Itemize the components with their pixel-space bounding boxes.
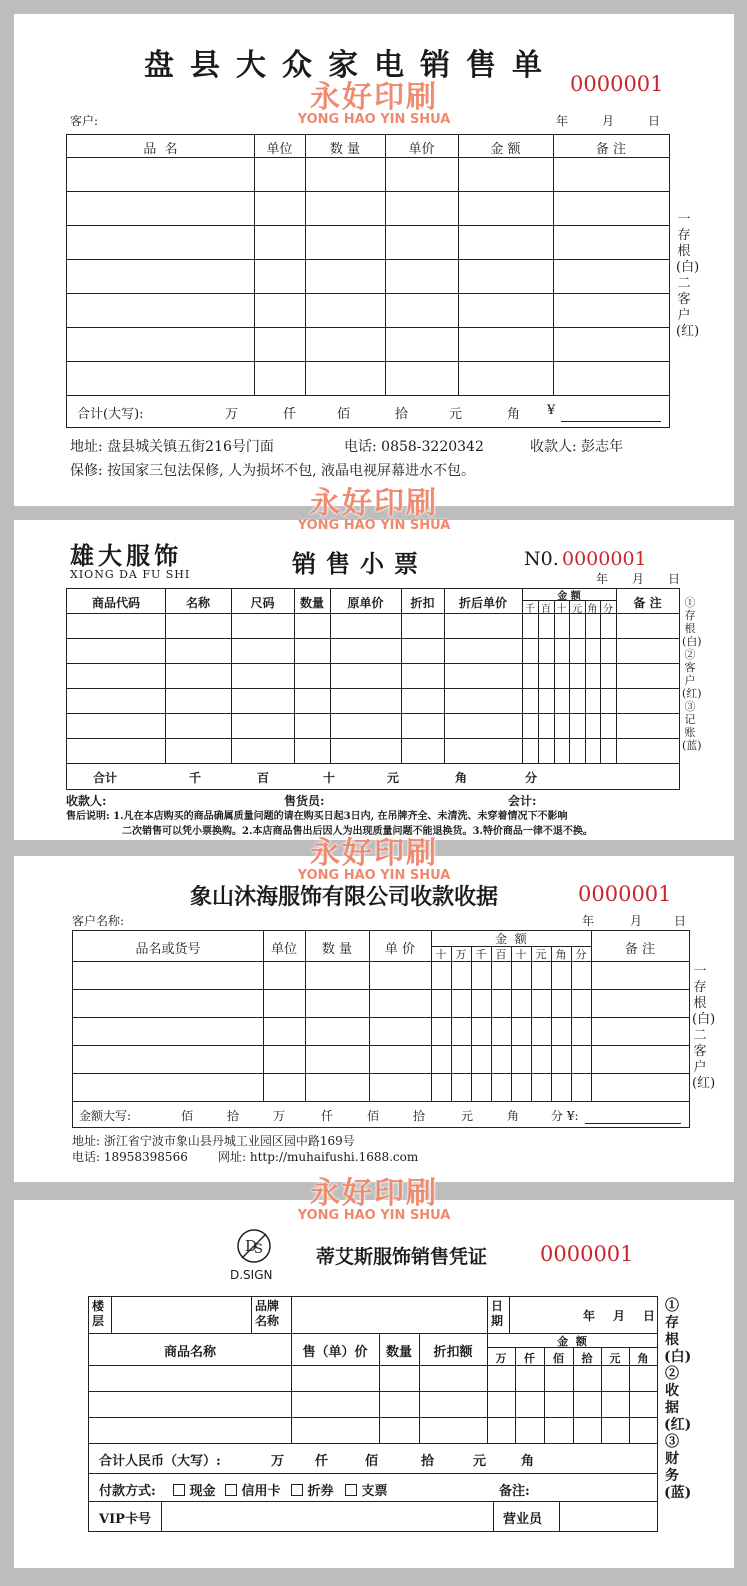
form4-vip-label: VIP卡号 [99, 1512, 151, 1527]
form1-header-qty: 数 量 [329, 142, 361, 157]
form2-sales: 售货员: [284, 794, 325, 808]
form2-date-month: 月 [632, 572, 645, 586]
watermark-cn: 永好印刷 [310, 836, 438, 871]
form1-total-unit: ¥ [547, 403, 556, 418]
form4-title: 蒂艾斯服饰销售凭证 [316, 1246, 488, 1268]
form4-total-unit: 仟 [315, 1454, 329, 1469]
form1-total-unit: 元 [449, 407, 463, 422]
form1-total-label: 合计(大写): [77, 407, 144, 422]
form1-total-unit: 佰 [337, 407, 351, 422]
form1-header-price: 单价 [408, 142, 435, 157]
form2-header-qty: 数量 [299, 596, 324, 610]
form2-accountant: 会计: [508, 794, 537, 808]
form3-phone: 电话: 18958398566 [72, 1150, 188, 1164]
form3-customer-label: 客户名称: [72, 914, 125, 928]
form4-salesperson-label: 营业员 [503, 1512, 543, 1527]
form4-side-note: ①存根(白)②收据(红)③财务(蓝) [664, 1298, 692, 1501]
form4-header-amount: 金 额 [557, 1335, 587, 1348]
form4-total-unit: 万 [271, 1454, 285, 1469]
form4-payment-label: 付款方式: [99, 1484, 156, 1499]
form4-total-unit: 佰 [365, 1454, 379, 1469]
form4-amount-unit: 拾 [581, 1352, 593, 1365]
form2-header-discounted-price: 折后单价 [458, 596, 507, 610]
form2-amount-unit: 千 [525, 604, 535, 615]
payment-option-coupon[interactable] [291, 1480, 334, 1499]
form2-amount-unit: 百 [541, 604, 551, 615]
checkbox-icon[interactable] [173, 1484, 185, 1496]
form4-amount-unit: 角 [637, 1352, 649, 1365]
form4-amount-unit: 万 [495, 1352, 507, 1365]
watermark-cn: 永好印刷 [310, 486, 438, 521]
watermark-en: YONG HAO YIN SHUA [297, 518, 451, 533]
form4-table [88, 1296, 658, 1532]
form1-header-name: 品 名 [143, 142, 178, 157]
payment-option-label: 折券 [307, 1484, 334, 1499]
form3-header-unit: 单位 [270, 942, 297, 957]
form1-header-amount: 金 额 [490, 142, 521, 157]
sales-form-3 [14, 856, 734, 1182]
form4-header-discount: 折扣额 [433, 1345, 473, 1360]
watermark [274, 72, 474, 127]
form4-total-unit: 拾 [421, 1454, 435, 1469]
form4-logo-text: D.SIGN [230, 1268, 273, 1282]
form1-table [66, 134, 670, 428]
form1-header-remark: 备 注 [595, 142, 627, 157]
watermark [274, 1168, 474, 1223]
form3-total-unit: 佰 [367, 1109, 380, 1123]
form1-total-unit: 万 [225, 407, 239, 422]
form2-header-remark: 备 注 [633, 596, 662, 610]
form3-website: 网址: http://muhaifushi.1688.com [218, 1150, 419, 1164]
form2-total-unit: 千 [189, 771, 202, 785]
form3-total-unit: 元 [461, 1109, 474, 1123]
form2-total-unit: 十 [323, 771, 336, 785]
logo-mark [236, 1228, 272, 1264]
form4-total-unit: 元 [473, 1454, 487, 1469]
form3-amount-unit: 分 [575, 948, 587, 961]
form4-brand-label: 品牌名称 [255, 1299, 280, 1328]
form2-amount-unit: 分 [603, 604, 613, 615]
form4-remark-label: 备注: [499, 1484, 530, 1499]
form2-brand-cn: 雄大服饰 [70, 541, 182, 570]
form3-header-qty: 数 量 [321, 942, 353, 957]
watermark-cn: 永好印刷 [310, 80, 438, 115]
form2-amount-unit: 元 [572, 604, 582, 615]
form3-total-unit: 佰 [181, 1109, 194, 1123]
form2-no-label: N0. [524, 548, 559, 570]
svg-text:D: D [245, 1237, 258, 1255]
form1-total-unit: 角 [507, 407, 521, 422]
form3-amount-unit: 角 [555, 948, 567, 961]
form3-total-unit: 拾 [227, 1109, 240, 1123]
dsign-logo-icon [236, 1228, 272, 1264]
form1-date-year: 年 [556, 114, 569, 128]
form2-amount-unit: 十 [556, 604, 567, 615]
form2-total-unit: 角 [455, 771, 468, 785]
form4-date-year: 年 [583, 1309, 596, 1323]
form1-total-unit: 仟 [283, 407, 297, 422]
form1-title: 盘县大众家电销售单 [144, 48, 558, 83]
checkbox-icon[interactable] [225, 1484, 237, 1496]
form2-side-note: ①存根(白)②客户(红)③记账(蓝) [682, 596, 702, 752]
form4-header-price: 售（单）价 [302, 1345, 368, 1360]
form2-total-unit: 分 [525, 771, 538, 785]
form3-total-unit: 万 [273, 1109, 286, 1123]
form4-date-month: 月 [613, 1309, 626, 1323]
form2-serial: 0000001 [562, 548, 647, 570]
form3-total-unit: 仟 [321, 1109, 334, 1123]
checkbox-icon[interactable] [345, 1484, 357, 1496]
payment-option-label: 现金 [189, 1484, 216, 1499]
form3-date-year: 年 [582, 914, 595, 928]
payment-option-credit-card[interactable] [225, 1480, 281, 1499]
form3-title: 象山沐海服饰有限公司收款收据 [190, 884, 499, 910]
form3-header-amount: 金 额 [495, 932, 527, 946]
form1-address: 地址: 盘县城关镇五街216号门面 [70, 439, 274, 455]
form3-date-day: 日 [674, 914, 687, 928]
watermark-en: YONG HAO YIN SHUA [297, 1208, 451, 1223]
form2-header-amount: 金 额 [557, 591, 581, 602]
form2-date-year: 年 [596, 572, 609, 586]
form2-collector: 收款人: [66, 794, 107, 808]
form3-header-item: 品名或货号 [135, 942, 201, 957]
payment-option-label: 支票 [361, 1484, 388, 1499]
form3-date-month: 月 [630, 914, 643, 928]
form4-header-qty: 数量 [385, 1345, 412, 1360]
form2-date-day: 日 [668, 572, 681, 586]
form2-header-discount: 折扣 [410, 596, 435, 610]
form3-table [72, 930, 690, 1128]
form3-amount-unit: 十 [435, 948, 447, 961]
form3-amount-unit: 千 [475, 948, 487, 961]
form4-total-label: 合计人民币（大写）: [99, 1454, 221, 1469]
form2-table [66, 588, 680, 790]
form4-amount-unit: 仟 [524, 1352, 535, 1365]
watermark [274, 828, 474, 883]
form2-note-2: 二次销售可以凭小票换购。2.本店商品售出后因人为出现质量问题不能退换货。3.特价商品一律不退不换。 [122, 826, 593, 837]
form3-side-note: 一存根(白)二客户(红) [692, 964, 716, 1091]
form3-total-unit: 分 ¥: [551, 1109, 579, 1123]
form2-header-code: 商品代码 [91, 596, 140, 610]
form1-phone: 电话: 0858-3220342 [344, 439, 484, 455]
watermark-en: YONG HAO YIN SHUA [297, 112, 451, 127]
form1-date-day: 日 [648, 114, 661, 128]
payment-option-cash[interactable] [173, 1480, 216, 1499]
form3-total-unit: 拾 [413, 1109, 426, 1123]
form1-side-note: 一存根(白)二客户(红) [676, 212, 700, 339]
form3-amount-unit: 十 [515, 948, 527, 961]
payment-option-label: 信用卡 [241, 1484, 281, 1499]
form4-amount-unit: 元 [609, 1352, 621, 1365]
form2-header-name: 名称 [185, 596, 210, 610]
form3-total-label: 金额大写: [79, 1109, 132, 1123]
form2-header-size: 尺码 [250, 596, 275, 610]
watermark-cn: 永好印刷 [310, 1176, 438, 1211]
form3-address: 地址: 浙江省宁波市象山县丹城工业园区园中路169号 [72, 1134, 355, 1148]
watermark [274, 478, 474, 533]
form4-total-unit: 角 [521, 1454, 535, 1469]
form3-amount-unit: 万 [455, 948, 467, 961]
form1-total-unit: 拾 [395, 407, 409, 422]
form2-title: 销售小票 [292, 549, 428, 578]
form2-note-1: 售后说明: 1.凡在本店购买的商品确属质量问题的请在购买日起3日内, 在吊牌齐全、未清洗、未穿着情况下不影响 [66, 811, 568, 822]
svg-text:S: S [254, 1242, 263, 1257]
form3-serial: 0000001 [578, 882, 672, 906]
form4-header-product: 商品名称 [163, 1345, 216, 1360]
sales-form-2 [14, 520, 734, 840]
form2-total-label: 合计 [93, 771, 118, 785]
form1-warranty: 保修: 按国家三包法保修, 人为损坏不包, 液晶电视屏幕进水不包。 [70, 463, 475, 479]
form1-header-unit: 单位 [266, 142, 293, 157]
form3-amount-unit: 百 [495, 948, 507, 961]
form2-total-unit: 百 [257, 771, 270, 785]
sales-form-4 [14, 1200, 734, 1568]
form1-receiver: 收款人: 彭志年 [530, 439, 624, 455]
payment-option-check[interactable] [345, 1480, 388, 1499]
form2-amount-unit: 角 [587, 604, 598, 615]
watermark-en: YONG HAO YIN SHUA [297, 868, 451, 883]
form4-amount-unit: 佰 [553, 1352, 564, 1365]
form4-serial: 0000001 [540, 1242, 634, 1266]
form3-amount-unit: 元 [535, 948, 547, 961]
form1-date-month: 月 [602, 114, 615, 128]
form2-total-unit: 元 [387, 771, 400, 785]
form4-floor-label: 楼层 [92, 1299, 105, 1328]
form3-total-unit: 角 [507, 1109, 520, 1123]
form3-header-price: 单 价 [384, 942, 416, 957]
form2-header-original-price: 原单价 [347, 596, 384, 610]
form2-brand-en: XIONG DA FU SHI [70, 568, 191, 581]
checkbox-icon[interactable] [291, 1484, 303, 1496]
form3-header-remark: 备 注 [624, 942, 656, 957]
form4-date-label: 日期 [491, 1299, 504, 1328]
form1-customer-label: 客户: [70, 114, 99, 128]
form1-serial: 0000001 [570, 72, 664, 96]
form4-date-day: 日 [643, 1309, 656, 1323]
